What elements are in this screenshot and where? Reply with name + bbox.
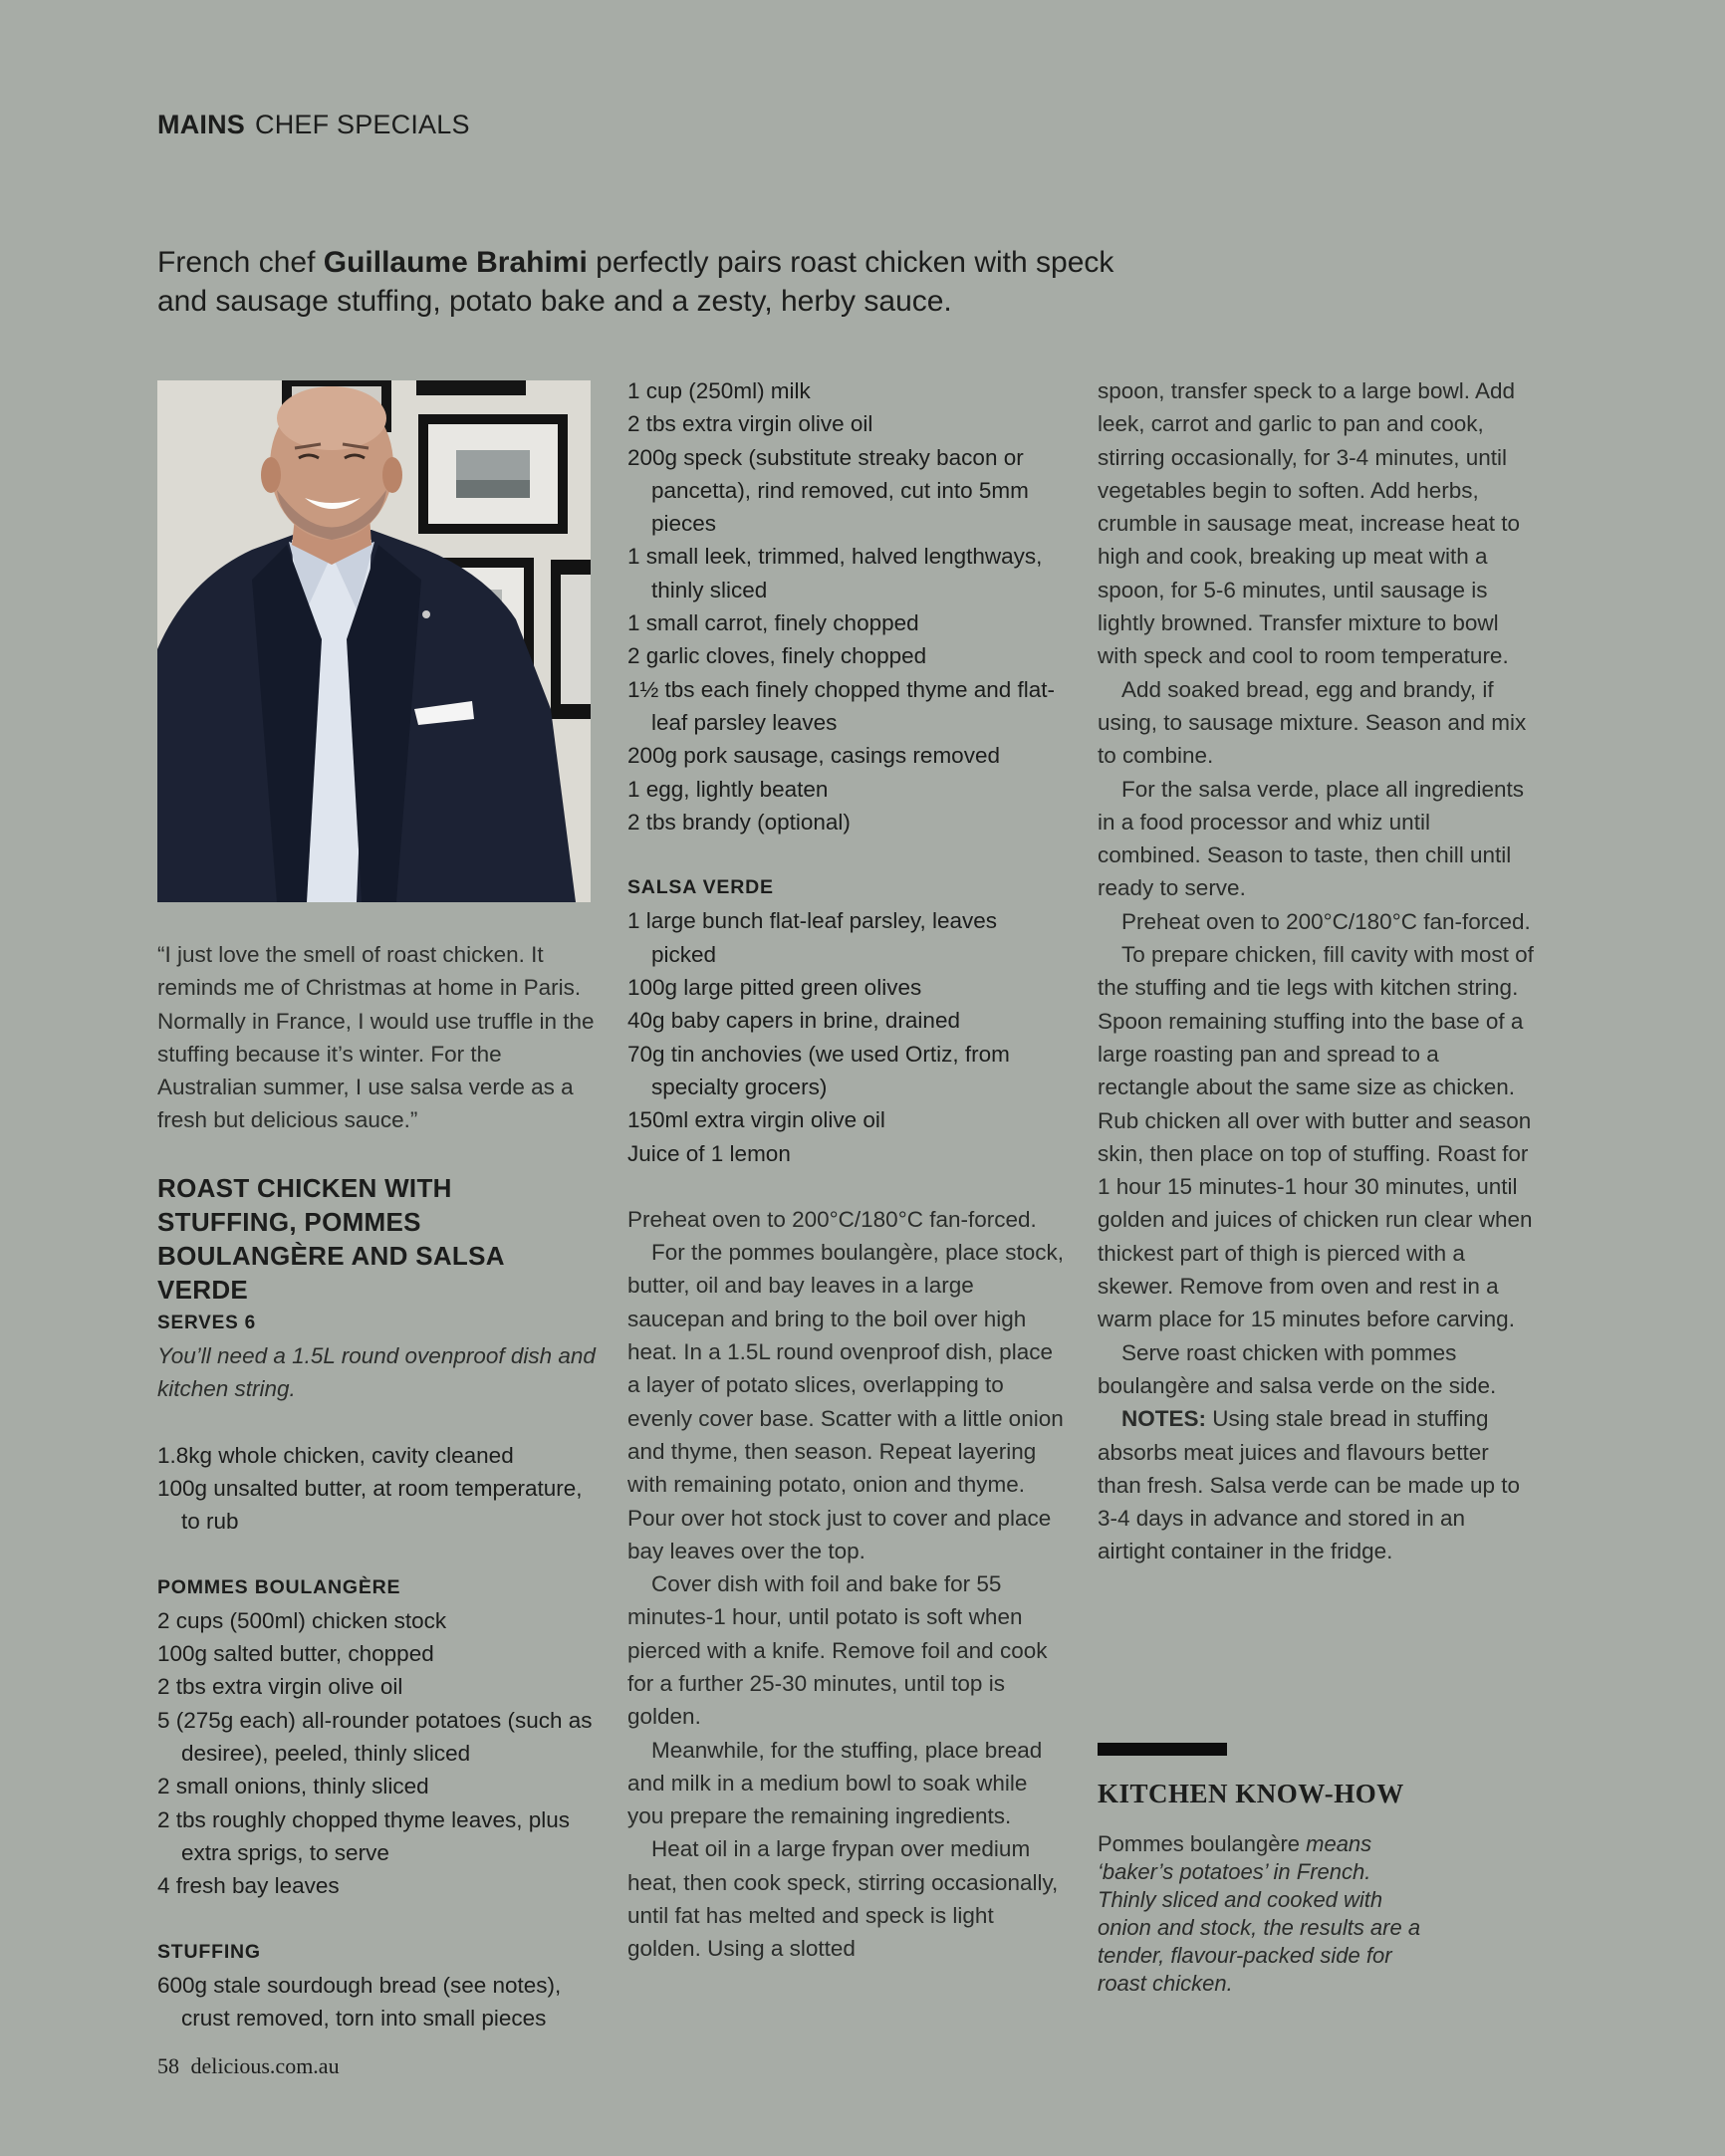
method-step: Add soaked bread, egg and brandy, if using, to sausage mixture. Season and mix to combine.	[1098, 676, 1527, 769]
notes-label: NOTES:	[1121, 1406, 1207, 1432]
ingredient-item: 1 cup (250ml) milk	[627, 378, 811, 403]
ingredient-item: 1 large bunch flat-leaf parsley, leaves picked	[627, 908, 998, 967]
chef-quote: “I just love the smell of roast chicken. It reminds me of Christmas at home in Paris. Normally in France, I would use truffle in the stuffing because it’s winter. For the Australian summer, I use salsa verde as a fresh but delicious sauce.”	[157, 942, 595, 1133]
ingredient-item: 1 small leek, trimmed, halved lengthways, thinly sliced	[627, 544, 1043, 602]
method-step: Meanwhile, for the stuffing, place bread and milk in a medium bowl to soak while you prepare the remaining ingredients.	[627, 1737, 1043, 1829]
ingredient-item: 100g salted butter, chopped	[157, 1641, 434, 1667]
method-part2	[1098, 374, 1536, 1568]
method-part1	[627, 1203, 1066, 1966]
serves-label: SERVES 6	[157, 1312, 256, 1333]
ingredient-item: 2 tbs extra virgin olive oil	[627, 411, 873, 437]
know-how-title: KITCHEN KNOW-HOW	[1098, 1779, 1404, 1808]
ingredient-item: 1½ tbs each finely chopped thyme and flat-leaf parsley leaves	[627, 676, 1056, 735]
chef-photo	[157, 380, 591, 902]
ingredient-item: 70g tin anchovies (we used Ortiz, from specialty grocers)	[627, 1041, 1010, 1099]
stuffing-heading: STUFFING	[157, 1940, 261, 1963]
pommes-heading: POMMES BOULANGÈRE	[157, 1575, 401, 1598]
pommes-ingredients-list	[157, 1604, 596, 1903]
equipment-note: You’ll need a 1.5L round ovenproof dish and kitchen string.	[157, 1343, 596, 1402]
ingredient-item: 40g baby capers in brine, drained	[627, 1008, 960, 1034]
method-step: For the salsa verde, place all ingredients in a food processor and whiz until combined. Season to taste, then chill until ready to serve.	[1098, 776, 1524, 901]
know-how-term: Pommes boulangère	[1098, 1831, 1301, 1856]
ingredient-item: 1.8kg whole chicken, cavity cleaned	[157, 1442, 514, 1468]
chef-portrait-image	[157, 380, 591, 902]
notes-text: Using stale bread in stuffing absorbs meat juices and flavours better than fresh. Salsa verde can be made up to 3-4 days in advance and stored in an airtight container in the fridge.	[1098, 1406, 1521, 1564]
ingredient-item: 2 garlic cloves, finely chopped	[627, 643, 927, 669]
main-ingredients-list	[157, 1439, 596, 1539]
know-how-rule	[1098, 1743, 1227, 1756]
salsa-heading: SALSA VERDE	[627, 876, 774, 899]
method-step: spoon, transfer speck to a large bowl. Add leek, carrot and garlic to pan and cook, stirring occasionally, for 3-4 minutes, until vegetables begin to soften. Add herbs, crumble in sausage meat, increase heat to high and cook, breaking up meat with a spoon, for 5-6 minutes, until sausage is lightly browned. Transfer mixture to bowl with speck and cool to room temperature.	[1098, 378, 1520, 669]
ingredient-item: 4 fresh bay leaves	[157, 1873, 340, 1899]
ingredient-item: 100g large pitted green olives	[627, 975, 922, 1001]
method-step: Cover dish with foil and bake for 55 minutes-1 hour, until potato is soft when pierced with a knife. Remove foil and cook for a further 25-30 minutes, until top is golden.	[627, 1571, 1048, 1730]
stuffing-ingredients-list-part1	[157, 1969, 596, 2036]
ingredient-item: Juice of 1 lemon	[627, 1140, 791, 1166]
recipe-title: ROAST CHICKEN WITH STUFFING, POMMES BOULANGÈRE AND SALSA VERDE	[157, 1172, 504, 1305]
ingredient-item: 2 tbs brandy (optional)	[627, 809, 851, 835]
column-1	[157, 938, 596, 2035]
chef-name: Guillaume Brahimi	[323, 246, 588, 279]
intro-pre: French chef	[157, 246, 324, 279]
ingredient-item: 2 tbs extra virgin olive oil	[157, 1674, 403, 1700]
method-step: Preheat oven to 200°C/180°C fan-forced.	[1121, 908, 1531, 934]
method-step: Heat oil in a large frypan over medium heat, then cook speck, stirring occasionally, until fat has melted and speck is light golden. Using a slotted	[627, 1836, 1059, 1962]
method-step: For the pommes boulangère, place stock, butter, oil and bay leaves in a large saucepan and bring to the boil over high heat. In a 1.5L round ovenproof dish, place a layer of potato slices, overlapping to evenly cover base. Scatter with a little onion and thyme, then season. Repeat layering with remaining potato, onion and thyme. Pour over hot stock just to cover and place bay leaves over the top.	[627, 1240, 1064, 1563]
ingredient-item: 600g stale sourdough bread (see notes), crust removed, torn into small pieces	[157, 1972, 562, 2032]
method-step: Serve roast chicken with pommes boulangère and salsa verde on the side.	[1098, 1339, 1497, 1398]
section-label: MAINS	[157, 110, 245, 139]
page-header	[157, 110, 470, 140]
method-step: To prepare chicken, fill cavity with most of the stuffing and tie legs with kitchen string. Spoon remaining stuffing into the base of a large roasting pan and spread to a rectangle about the same size as chicken. Rub chicken all over with butter and season skin, then place on top of stuffing. Roast for 1 hour 15 minutes-1 hour 30 minutes, until golden and juices of chicken run clear when thickest part of thigh is pierced with a skewer. Remove from oven and rest in a warm place for 15 minutes before carving.	[1098, 942, 1534, 1332]
stuffing-ingredients-list-part2	[627, 374, 1066, 838]
ingredient-item: 200g pork sausage, casings removed	[627, 743, 1000, 769]
subsection-label: CHEF SPECIALS	[255, 110, 470, 139]
recipe-notes	[1098, 1402, 1536, 1567]
ingredient-item: 1 small carrot, finely chopped	[627, 610, 919, 636]
ingredient-item: 5 (275g each) all-rounder potatoes (such as desiree), peeled, thinly sliced	[157, 1707, 593, 1767]
column-3	[1098, 374, 1536, 1568]
know-how-text	[1098, 1830, 1426, 1998]
ingredient-item: 150ml extra virgin olive oil	[627, 1107, 885, 1133]
know-how-body: means ‘baker’s potatoes’ in French. Thinly sliced and cooked with onion and stock, the results are a tender, flavour-packed side for roast chicken.	[1098, 1831, 1421, 1996]
ingredient-item: 2 tbs roughly chopped thyme leaves, plus extra sprigs, to serve	[157, 1806, 570, 1865]
ingredient-item: 2 small onions, thinly sliced	[157, 1774, 429, 1799]
method-step: Preheat oven to 200°C/180°C fan-forced.	[627, 1206, 1037, 1232]
page-footer	[157, 2053, 340, 2079]
intro-paragraph	[157, 243, 1153, 321]
column-2	[627, 374, 1066, 1966]
salsa-ingredients-list	[627, 904, 1066, 1169]
site-name: delicious.com.au	[190, 2053, 340, 2078]
ingredient-item: 200g speck (substitute streaky bacon or pancetta), rind removed, cut into 5mm pieces	[627, 444, 1029, 537]
ingredient-item: 2 cups (500ml) chicken stock	[157, 1607, 447, 1633]
ingredient-item: 100g unsalted butter, at room temperature, to rub	[157, 1475, 583, 1535]
ingredient-item: 1 egg, lightly beaten	[627, 776, 829, 802]
intro-post: perfectly pairs roast chicken with speck and sausage stuffing, potato bake and a zesty, herby sauce.	[157, 246, 1114, 318]
page-number: 58	[157, 2053, 179, 2078]
